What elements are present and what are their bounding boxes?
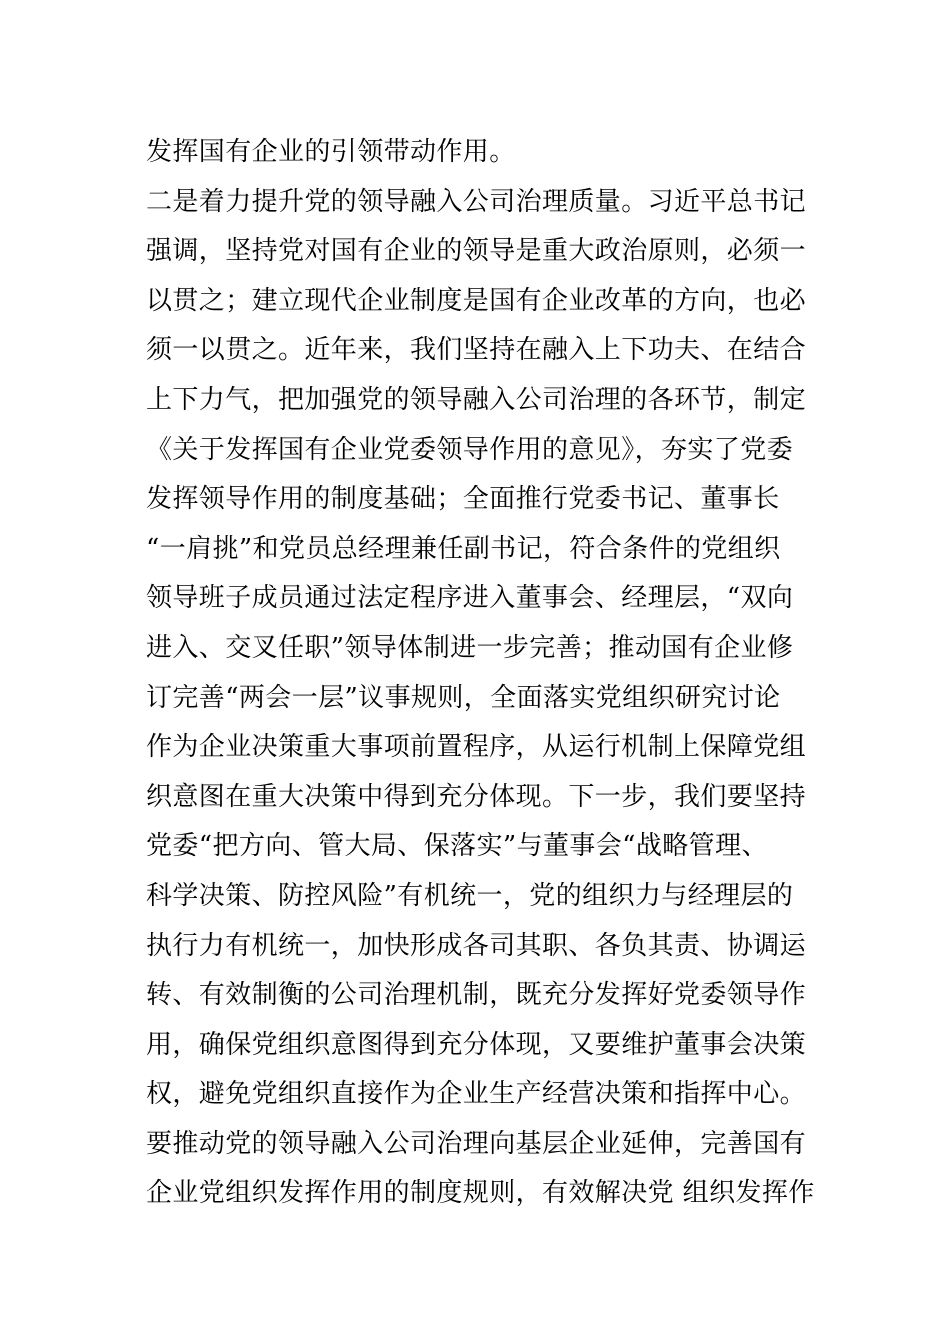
text-line: 二是着力提升党的领导融入公司治理质量。习近平总书记 bbox=[146, 186, 807, 217]
text-line: “一肩挑”和党员总经理兼任副书记，符合条件的党组织 bbox=[146, 533, 781, 564]
text-line: 要推动党的领导融入公司治理向基层企业延伸，完善国有 bbox=[146, 1128, 807, 1159]
text-line: 发挥领导作用的制度基础；全面推行党委书记、董事长 bbox=[146, 484, 780, 515]
text-line: 织意图在重大决策中得到充分体现。下一步，我们要坚持 bbox=[146, 781, 807, 812]
text-line: 转、有效制衡的公司治理机制，既充分发挥好党委领导作 bbox=[146, 980, 807, 1011]
text-line: 企业党组织发挥作用的制度规则，有效解决党 组织发挥作 bbox=[146, 1178, 815, 1209]
text-line: 执行力有机统一，加快形成各司其职、各负其责、协调运 bbox=[146, 930, 807, 961]
text-line: 《关于发挥国有企业党委领导作用的意见》，夯实了党委 bbox=[146, 434, 794, 465]
text-line: 科学决策、防控风险”有机统一，党的组织力与经理层的 bbox=[146, 880, 794, 911]
text-line: 权，避免党组织直接作为企业生产经营决策和指挥中心。 bbox=[146, 1079, 807, 1110]
text-line: 作为企业决策重大事项前置程序，从运行机制上保障党组 bbox=[146, 732, 807, 763]
text-line: 订完善“两会一层”议事规则，全面落实党组织研究讨论 bbox=[146, 682, 781, 713]
body-text bbox=[146, 128, 816, 1219]
text-line: 上下力气，把加强党的领导融入公司治理的各环节，制定 bbox=[146, 384, 807, 415]
text-line: 党委“把方向、管大局、保落实”与董事会“战略管理、 bbox=[146, 831, 768, 862]
text-line: 用，确保党组织意图得到充分体现，又要维护董事会决策 bbox=[146, 1029, 807, 1060]
text-line: 须一以贯之。近年来，我们坚持在融入上下功夫、在结合 bbox=[146, 335, 807, 366]
text-line: 发挥国有企业的引领带动作用。 bbox=[146, 137, 516, 167]
text-line: 强调，坚持党对国有企业的领导是重大政治原则，必须一 bbox=[146, 236, 807, 267]
text-line: 领导班子成员通过法定程序进入董事会、经理层，“双向 bbox=[146, 583, 794, 614]
text-line: 以贯之；建立现代企业制度是国有企业改革的方向，也必 bbox=[146, 285, 807, 316]
text-line: 进入、交叉任职”领导体制进一步完善；推动国有企业修 bbox=[146, 632, 794, 663]
